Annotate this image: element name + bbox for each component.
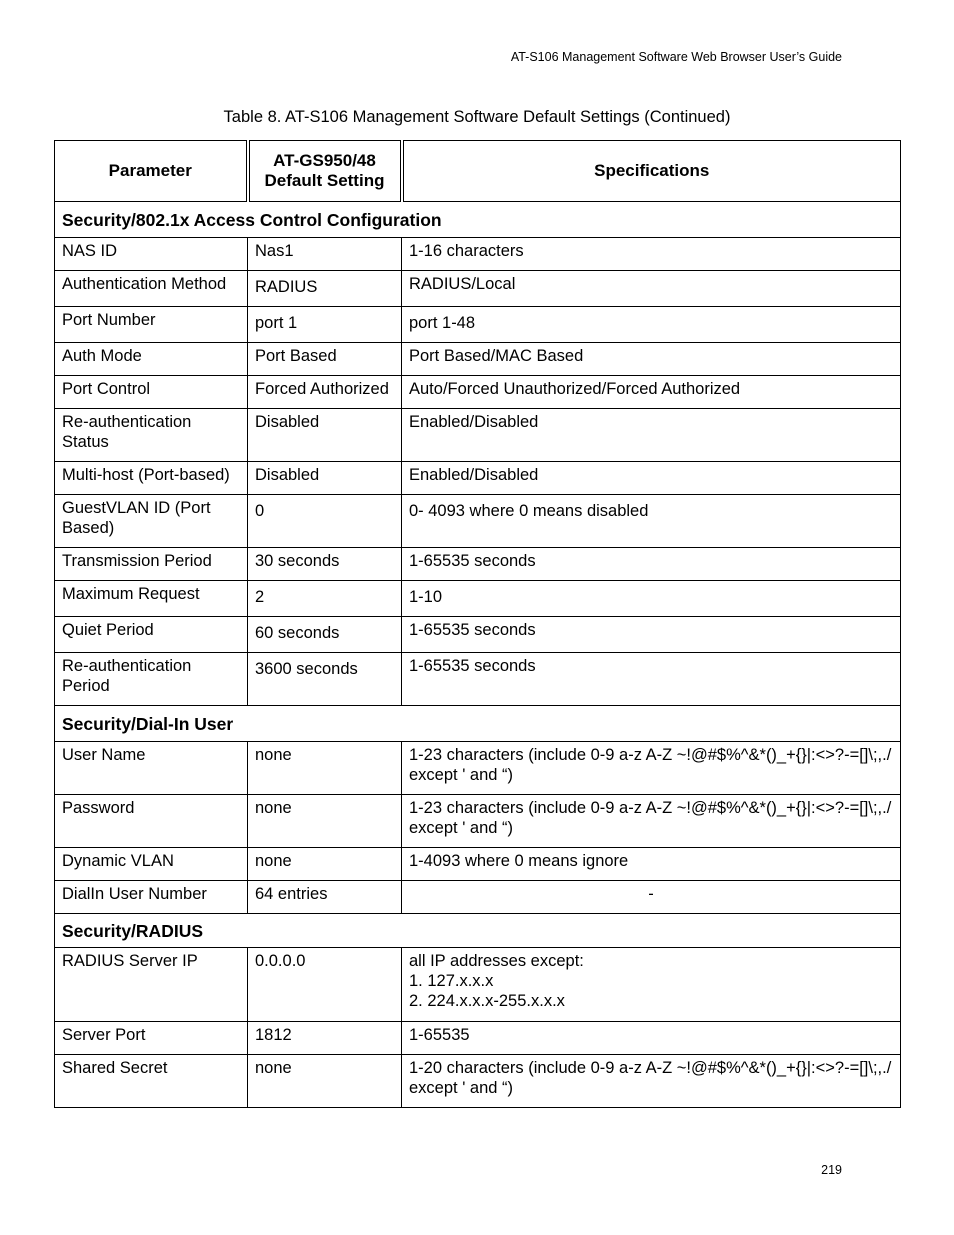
cell-spec: 1-16 characters (402, 238, 901, 271)
cell-default: none (248, 1055, 402, 1108)
table-row (55, 271, 901, 307)
table-row (55, 409, 901, 462)
cell-parameter: Server Port (55, 1022, 248, 1055)
section-row (55, 706, 901, 742)
cell-default: 2 (248, 581, 402, 617)
section-title: Security/802.1x Access Control Configuration (55, 202, 901, 238)
cell-default: none (248, 742, 402, 795)
cell-default: Disabled (248, 462, 402, 495)
cell-default: 60 seconds (248, 617, 402, 653)
section-row (55, 914, 901, 948)
table-row (55, 548, 901, 581)
cell-parameter: Port Number (55, 307, 248, 343)
table-row (55, 343, 901, 376)
table-row (55, 617, 901, 653)
cell-spec: - (402, 881, 901, 914)
table-header-row (55, 141, 901, 202)
column-header-default-line2: Default Setting (264, 171, 385, 190)
cell-parameter: DialIn User Number (55, 881, 248, 914)
spec-line: all IP addresses except: (409, 952, 584, 970)
running-header: AT-S106 Management Software Web Browser User’s Guide (510, 50, 842, 64)
page-number: 219 (821, 1163, 842, 1177)
cell-parameter: RADIUS Server IP (55, 948, 248, 1022)
cell-spec: RADIUS/Local (402, 271, 901, 307)
cell-spec: 1-23 characters (include 0-9 a-z A-Z ~!@#$%^&*()_+{}|:<>?-=[]\;,./ except ' and “) (402, 795, 901, 848)
cell-spec: Enabled/Disabled (402, 409, 901, 462)
cell-default: 3600 seconds (248, 653, 402, 706)
column-header-specifications: Specifications (402, 141, 901, 202)
cell-spec: 1-65535 (402, 1022, 901, 1055)
table-row (55, 495, 901, 548)
cell-default: port 1 (248, 307, 402, 343)
cell-default: 64 entries (248, 881, 402, 914)
default-settings-table (54, 140, 901, 1108)
table-row (55, 307, 901, 343)
cell-default: 0 (248, 495, 402, 548)
cell-spec: 1-65535 seconds (402, 617, 901, 653)
cell-spec: Port Based/MAC Based (402, 343, 901, 376)
table-row (55, 795, 901, 848)
table-caption: Table 8. AT-S106 Management Software Default Settings (Continued) (223, 108, 731, 126)
cell-spec: 1-65535 seconds (402, 653, 901, 706)
section-title: Security/RADIUS (55, 914, 901, 948)
cell-parameter: Quiet Period (55, 617, 248, 653)
cell-parameter: Shared Secret (55, 1055, 248, 1108)
table-row (55, 742, 901, 795)
column-header-default-line1: AT-GS950/48 (273, 151, 376, 170)
cell-default: 30 seconds (248, 548, 402, 581)
cell-spec: Auto/Forced Unauthorized/Forced Authorized (402, 376, 901, 409)
table-row (55, 881, 901, 914)
cell-parameter: Authentication Method (55, 271, 248, 307)
cell-spec: 1-65535 seconds (402, 548, 901, 581)
column-header-parameter: Parameter (55, 141, 248, 202)
table-row (55, 238, 901, 271)
cell-spec: port 1-48 (402, 307, 901, 343)
cell-spec: 1-20 characters (include 0-9 a-z A-Z ~!@#$%^&*()_+{}|:<>?-=[]\;,./ except ' and “) (402, 1055, 901, 1108)
cell-parameter: Auth Mode (55, 343, 248, 376)
cell-default: RADIUS (248, 271, 402, 307)
cell-parameter: User Name (55, 742, 248, 795)
cell-default: none (248, 795, 402, 848)
cell-parameter: GuestVLAN ID (Port Based) (55, 495, 248, 548)
table-row (55, 1022, 901, 1055)
table-row (55, 948, 901, 1022)
section-row (55, 202, 901, 238)
cell-spec: 0- 4093 where 0 means disabled (402, 495, 901, 548)
table-row (55, 848, 901, 881)
cell-parameter: Dynamic VLAN (55, 848, 248, 881)
table-row (55, 653, 901, 706)
cell-parameter: Password (55, 795, 248, 848)
cell-parameter: Maximum Request (55, 581, 248, 617)
cell-default: 1812 (248, 1022, 402, 1055)
cell-parameter: Multi-host (Port-based) (55, 462, 248, 495)
cell-default: Disabled (248, 409, 402, 462)
cell-default: Port Based (248, 343, 402, 376)
cell-default: none (248, 848, 402, 881)
table-row (55, 376, 901, 409)
cell-spec: Enabled/Disabled (402, 462, 901, 495)
spec-line: 2. 224.x.x.x-255.x.x.x (409, 992, 565, 1010)
table-row (55, 581, 901, 617)
table-row (55, 1055, 901, 1108)
cell-parameter: Transmission Period (55, 548, 248, 581)
cell-parameter: Re-authentication Status (55, 409, 248, 462)
section-title: Security/Dial-In User (55, 706, 901, 742)
cell-spec: 1-10 (402, 581, 901, 617)
cell-parameter: Port Control (55, 376, 248, 409)
cell-parameter: Re-authentication Period (55, 653, 248, 706)
column-header-default-setting (248, 141, 402, 202)
cell-default: Forced Authorized (248, 376, 402, 409)
cell-default: 0.0.0.0 (248, 948, 402, 1022)
cell-default: Nas1 (248, 238, 402, 271)
table-row (55, 462, 901, 495)
cell-spec: 1-23 characters (include 0-9 a-z A-Z ~!@#$%^&*()_+{}|:<>?-=[]\;,./ except ' and “) (402, 742, 901, 795)
spec-line: 1. 127.x.x.x (409, 972, 494, 990)
cell-spec: 1-4093 where 0 means ignore (402, 848, 901, 881)
cell-spec (402, 948, 901, 1022)
cell-parameter: NAS ID (55, 238, 248, 271)
